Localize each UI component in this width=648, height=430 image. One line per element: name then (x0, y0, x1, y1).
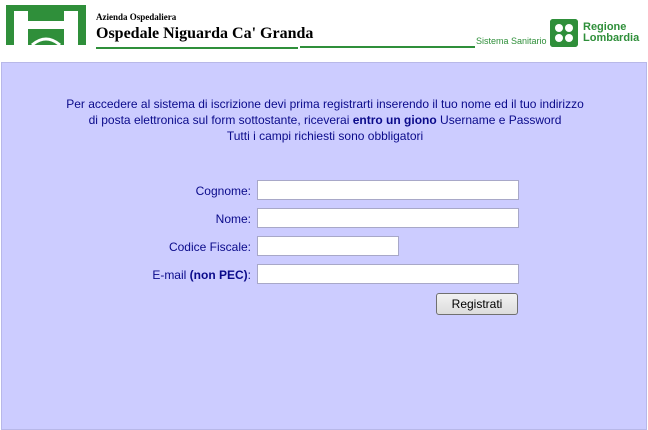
codice-fiscale-input[interactable] (257, 236, 399, 256)
nome-row (2, 208, 648, 230)
intro-text (2, 96, 648, 144)
intro-line-2-a: di posta elettronica sul form sottostante, riceverai (88, 113, 353, 127)
niguarda-h-icon (6, 5, 86, 45)
nome-label: Nome: (215, 212, 251, 226)
header (0, 0, 648, 62)
intro-line-3: Tutti i campi richiesti sono obbligatori (226, 129, 424, 143)
org-title: Ospedale Niguarda Ca' Granda (96, 25, 314, 42)
email-label (152, 268, 251, 282)
intro-line-2-bold: entro un giono (352, 113, 437, 127)
nome-input[interactable] (257, 208, 519, 228)
regione-lombardia-text (583, 22, 639, 44)
email-row (2, 264, 648, 286)
email-label-a: E-mail (152, 268, 190, 282)
header-green-bar (300, 46, 475, 48)
niguarda-logo (6, 5, 86, 45)
registration-panel (1, 62, 647, 430)
registrati-button[interactable]: Registrati (436, 293, 518, 315)
codice-fiscale-row (2, 236, 648, 258)
regione-line2: Lombardia (583, 32, 640, 44)
organization-name (96, 12, 313, 44)
header-divider (96, 47, 298, 49)
intro-line-1: Per accedere al sistema di iscrizione devi prima registrarti inserendo il tuo nome ed il tuo indirizzo (66, 97, 584, 111)
email-input[interactable] (257, 264, 519, 284)
sistema-sanitario-label: Sistema Sanitario (476, 36, 547, 46)
codice-fiscale-label: Codice Fiscale: (168, 240, 251, 254)
org-subtitle: Azienda Ospedaliera (96, 12, 177, 22)
email-label-bold: (non PEC) (189, 268, 248, 282)
intro-line-2 (2, 112, 648, 128)
cognome-input[interactable] (257, 180, 519, 200)
cognome-row (2, 180, 648, 202)
regione-lombardia-logo-icon (550, 19, 578, 47)
cognome-label: Cognome: (195, 184, 251, 198)
regione-line1: Regione (583, 21, 627, 33)
intro-line-2-b: Username e Password (436, 113, 562, 127)
email-label-b: : (247, 268, 251, 282)
